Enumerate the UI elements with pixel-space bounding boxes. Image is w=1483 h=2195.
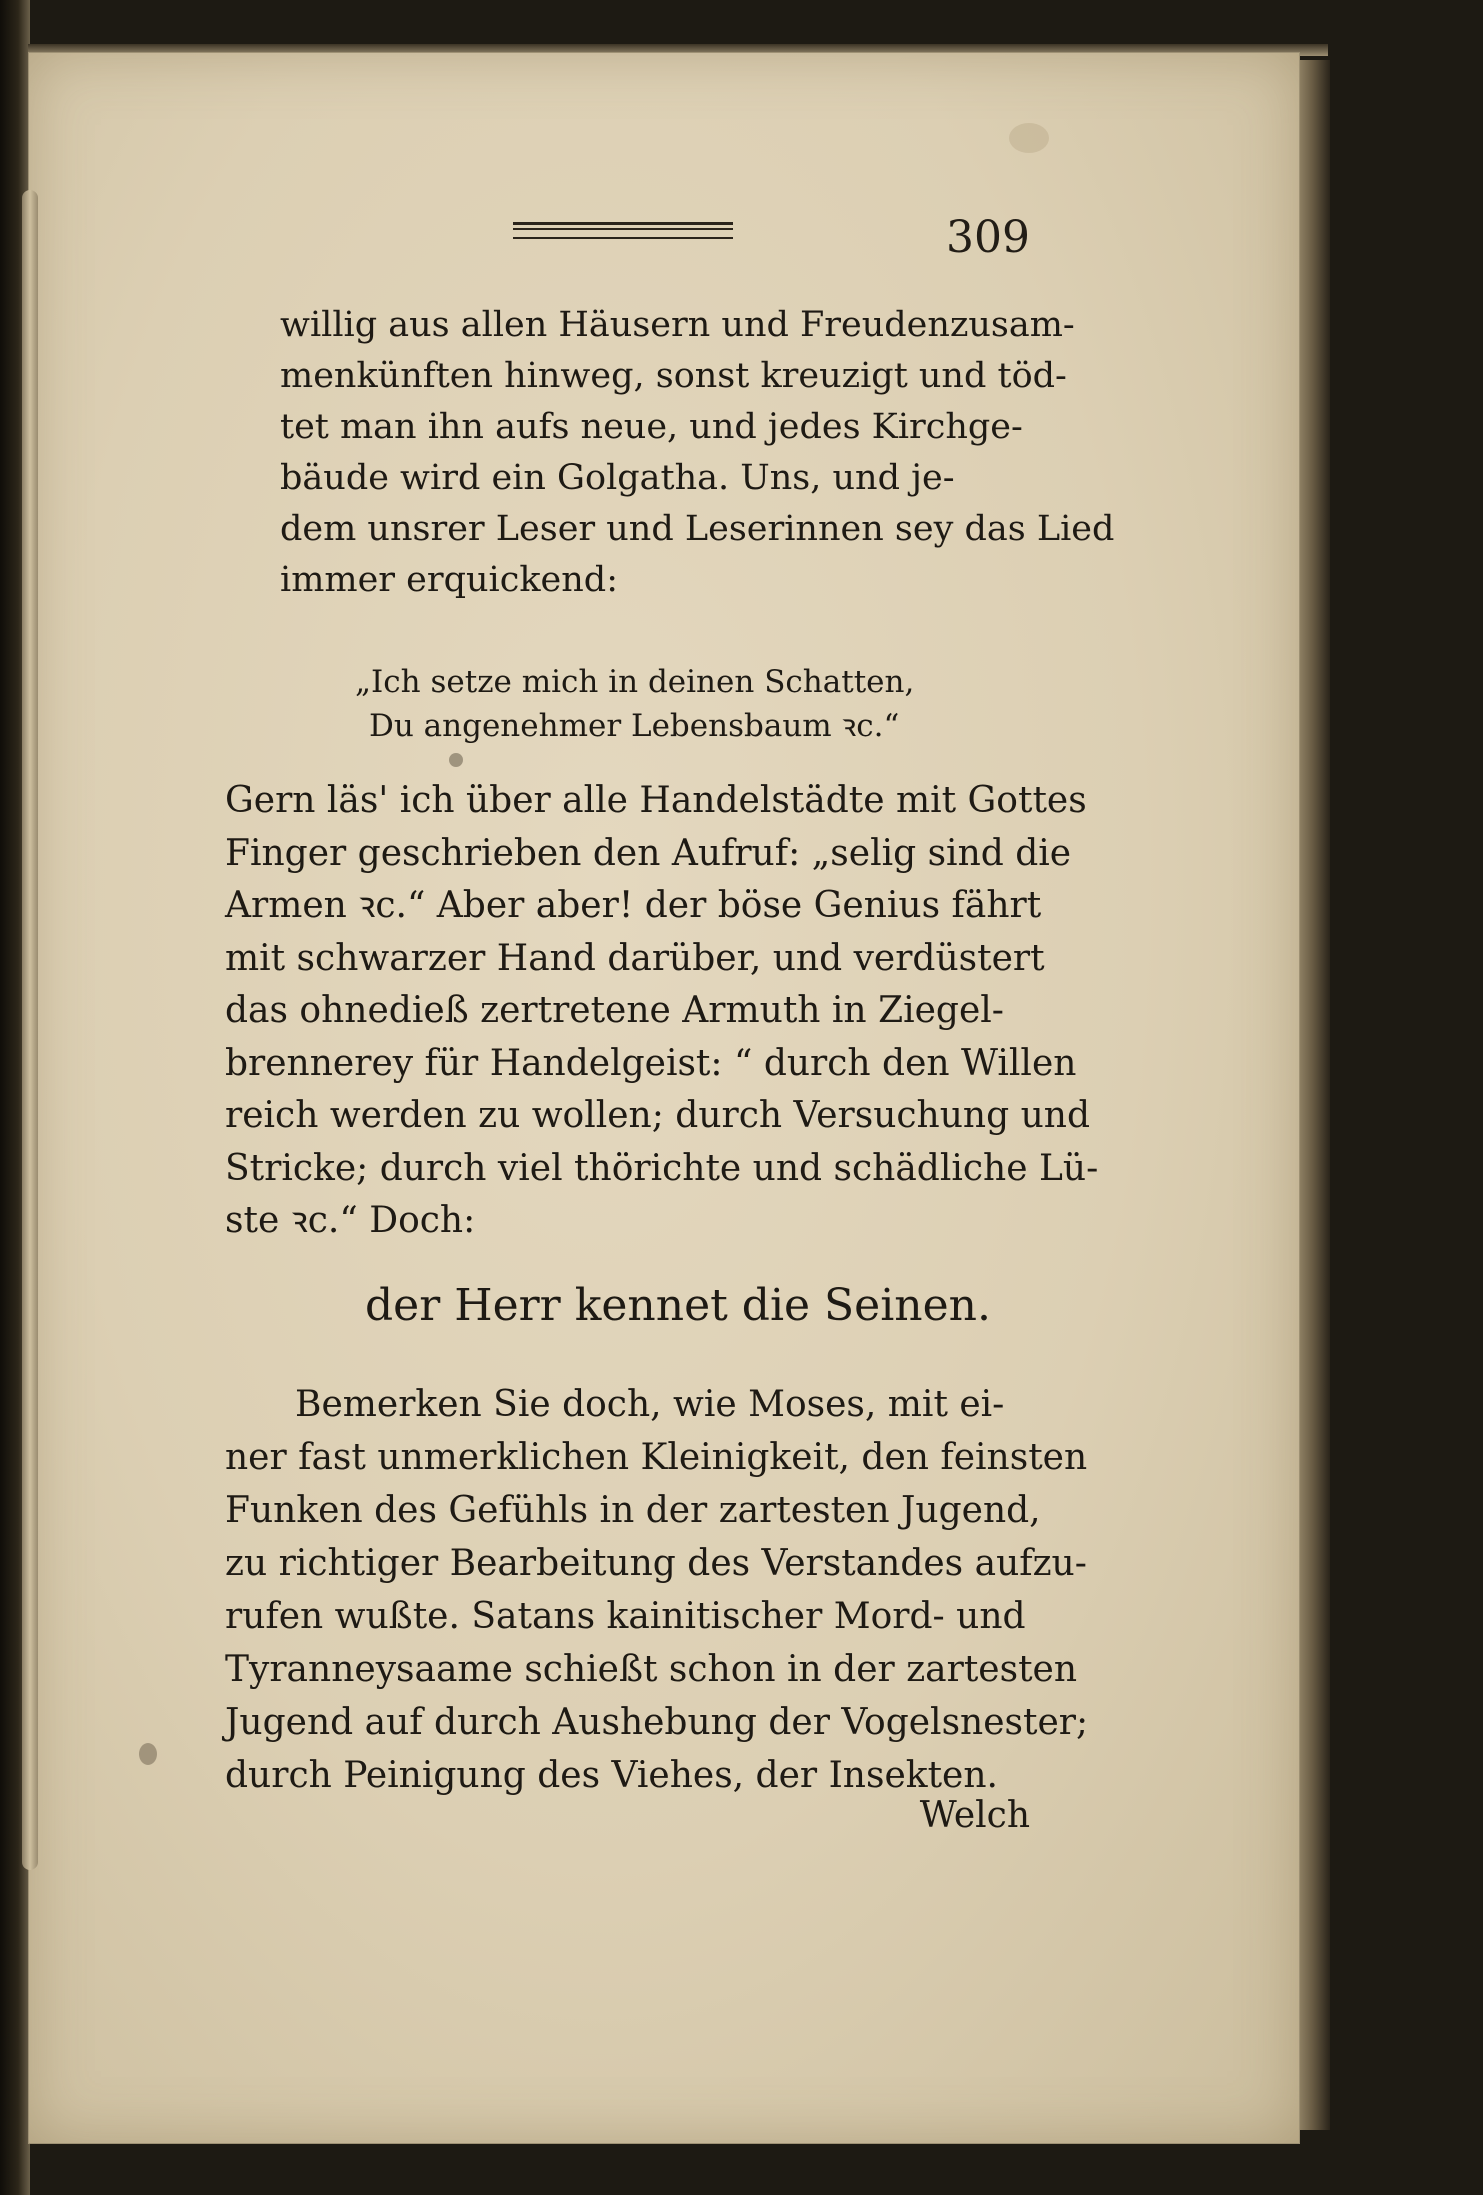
- text-line: das ohnedieß zertretene Armuth in Ziegel-: [225, 990, 1004, 1031]
- paragraph-2: [225, 775, 1099, 1248]
- header-rule: [513, 222, 733, 239]
- page-number: 309: [946, 212, 1030, 263]
- section-heading: der Herr kennet die Seinen.: [365, 1280, 991, 1331]
- paper-stain: [449, 753, 463, 767]
- quoted-verse: [355, 660, 915, 748]
- text-line: ner fast unmerklichen Kleinigkeit, den feinsten: [225, 1437, 1088, 1478]
- text-line: ste ꝛc.“ Doch:: [225, 1200, 476, 1241]
- text-line: rufen wußte. Satans kainitischer Mord- und: [225, 1596, 1026, 1637]
- text-line: Finger geschrieben den Aufruf: „selig sind die: [225, 832, 1072, 874]
- text-line: dem unsrer Leser und Leserinnen sey das Lied: [280, 509, 1115, 549]
- text-line: zu richtiger Bearbeitung des Verstandes aufzu-: [225, 1543, 1087, 1584]
- text-line: Funken des Gefühls in der zartesten Jugend,: [225, 1490, 1041, 1531]
- paper-stain: [139, 1743, 157, 1765]
- text-line: Jugend auf durch Aushebung der Vogelsnester;: [225, 1702, 1089, 1743]
- text-line: Armen ꝛc.“ Aber aber! der böse Genius fährt: [225, 885, 1042, 926]
- text-line: Stricke; durch viel thörichte und schädliche Lü-: [225, 1147, 1099, 1189]
- text-line: immer erquickend:: [280, 560, 618, 600]
- text-line: mit schwarzer Hand darüber, und verdüstert: [225, 937, 1045, 979]
- paragraph-1: [280, 300, 1115, 606]
- text-line: tet man ihn aufs neue, und jedes Kirchge-: [280, 407, 1023, 447]
- page-fold-highlight: [22, 190, 38, 1870]
- text-line: reich werden zu wollen; durch Versuchung und: [225, 1095, 1091, 1136]
- text-line: Tyranneysaame schießt schon in der zartesten: [225, 1649, 1078, 1690]
- verse-line: Du angenehmer Lebensbaum ꝛc.“: [369, 708, 900, 744]
- catchword: Welch: [919, 1795, 1030, 1836]
- text-line: bäude wird ein Golgatha. Uns, und je-: [280, 458, 955, 498]
- text-line: brennerey für Handelgeist: “ durch den Willen: [225, 1042, 1077, 1084]
- paper-stain: [1009, 123, 1049, 153]
- text-line: Bemerken Sie doch, wie Moses, mit ei-: [295, 1384, 1005, 1425]
- paragraph-3: [225, 1378, 1089, 1802]
- verse-line: „Ich setze mich in deinen Schatten,: [355, 664, 915, 700]
- text-line: willig aus allen Häusern und Freudenzusam-: [280, 305, 1075, 345]
- text-line: menkünften hinweg, sonst kreuzigt und töd-: [280, 356, 1067, 396]
- text-line: Gern läs' ich über alle Handelstädte mit Gottes: [225, 780, 1087, 821]
- text-line: durch Peinigung des Viehes, der Insekten.: [225, 1755, 998, 1796]
